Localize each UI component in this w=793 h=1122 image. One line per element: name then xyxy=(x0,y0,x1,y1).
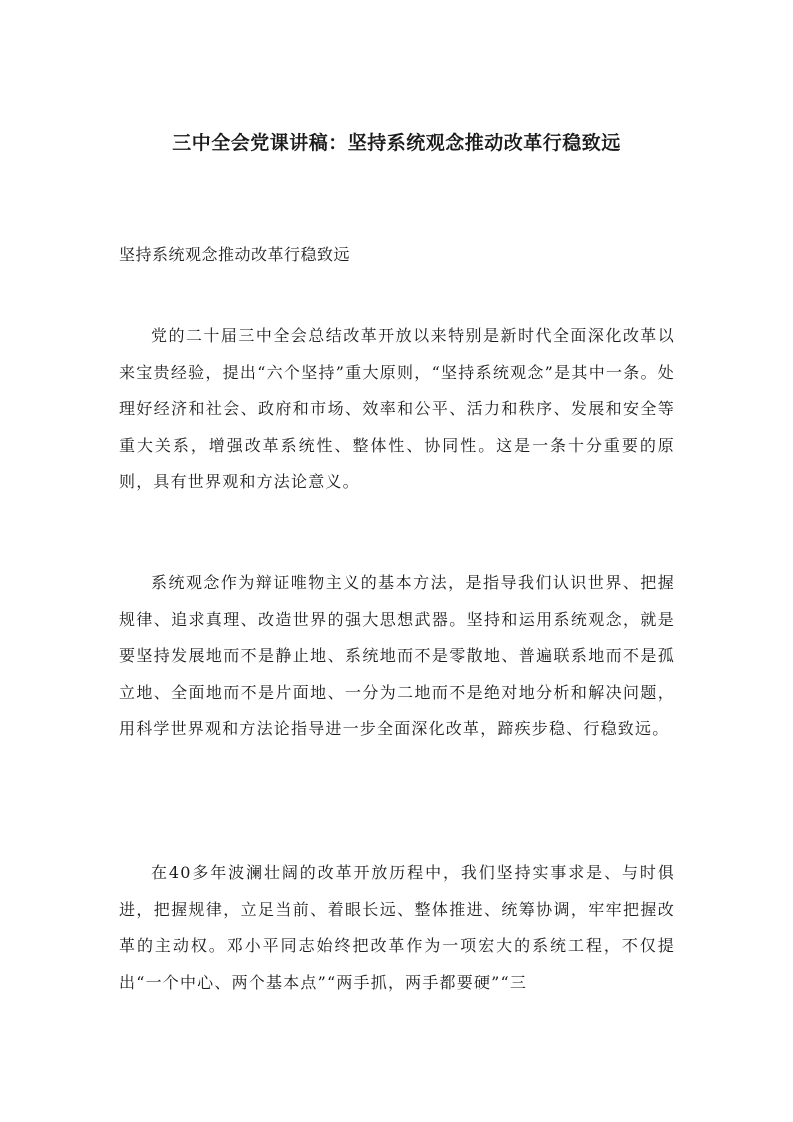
paragraph-3: 在40多年波澜壮阔的改革开放历程中，我们坚持实事求是、与时俱进，把握规律，立足当前、着眼长远、整体推进、统筹协调，牢牢把握改革的主动权。邓小平同志始终把改革作为一项宏大的系统工程，不仅提出“一个中心、两个基本点”“两手抓，两手都要硬”“三 xyxy=(119,863,675,992)
paragraph-1: 党的二十届三中全会总结改革开放以来特别是新时代全面深化改革以来宝贵经验，提出“六个坚持”重大原则，“坚持系统观念”是其中一条。处理好经济和社会、政府和市场、效率和公平、活力和秩序、发展和安全等重大关系，增强改革系统性、整体性、协同性。这是一条十分重要的原则，具有世界观和方法论意义。 xyxy=(119,326,675,491)
document-title: 三中全会党课讲稿：坚持系统观念推动改革行稳致远 xyxy=(172,132,621,154)
paragraph-2: 系统观念作为辩证唯物主义的基本方法，是指导我们认识世界、把握规律、追求真理、改造世界的强大思想武器。坚持和运用系统观念，就是要坚持发展地而不是静止地、系统地而不是零散地、普遍联系地而不是孤立地、全面地而不是片面地、一分为二地而不是绝对地分析和解决问题，用科学世界观和方法论指导进一步全面深化改革，蹄疾步稳、行稳致远。 xyxy=(119,573,675,738)
document-subtitle: 坚持系统观念推动改革行稳致远 xyxy=(119,245,351,264)
